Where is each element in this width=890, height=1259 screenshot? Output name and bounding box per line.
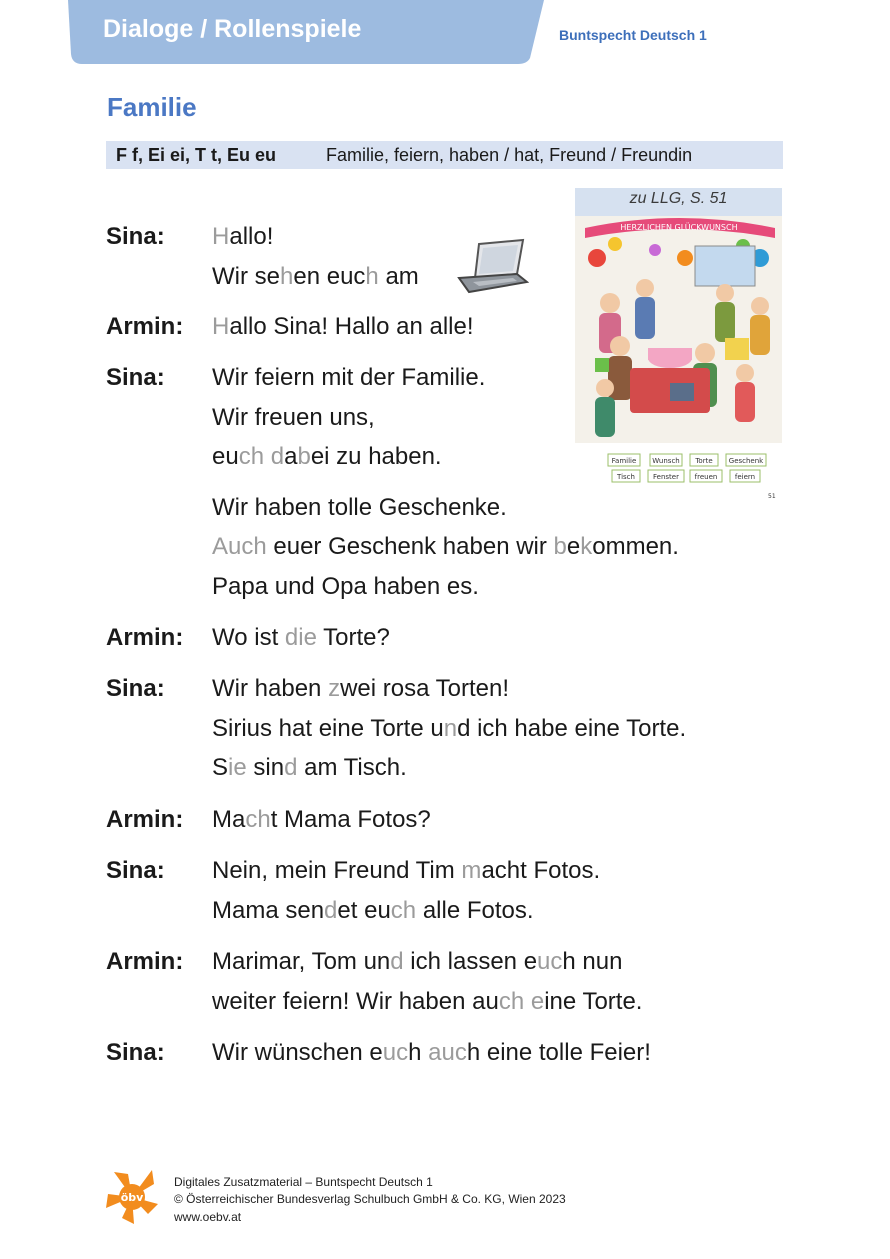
- illustration-banner-text: HERZLICHEN GLÜCKWUNSCH: [620, 223, 738, 232]
- word-card: Tisch: [617, 473, 635, 481]
- dialogue-line: Wir freuen uns,: [212, 403, 375, 431]
- illustration-caption: zu LLG, S. 51: [629, 190, 728, 207]
- dialogue-line: Wir haben tolle Geschenke.: [212, 493, 507, 521]
- speaker-label: Armin:: [106, 806, 184, 833]
- phonics-letters: F f, Ei ei, T t, Eu eu: [116, 145, 277, 165]
- dialogue-line: Sie sind am Tisch.: [212, 754, 407, 781]
- oebv-logo: [104, 1168, 160, 1226]
- word-card: Torte: [695, 457, 713, 465]
- phonics-bar: [106, 141, 783, 169]
- dialogue-line: Mama sendet euch alle Fotos.: [212, 896, 534, 924]
- footer-line-1: Digitales Zusatzmaterial – Buntspecht Deutsch 1: [174, 1175, 433, 1189]
- speaker-label: Sina:: [106, 1039, 165, 1066]
- word-card: freuen: [694, 473, 718, 481]
- dialogue-line: Wir wünschen euch auch eine tolle Feier!: [212, 1039, 651, 1066]
- book-title: Buntspecht Deutsch 1: [559, 27, 707, 43]
- page-title: Familie: [107, 92, 197, 122]
- word-card: Geschenk: [728, 457, 764, 465]
- dialogue-line: Hallo Sina! Hallo an alle!: [212, 313, 474, 340]
- dialogue-line: Wo ist die Torte?: [212, 624, 390, 651]
- speaker-label: Armin:: [106, 313, 184, 340]
- speaker-label: Armin:: [106, 624, 184, 651]
- dialogue-line: Marimar, Tom und ich lassen euch nun: [212, 948, 623, 975]
- word-card: Familie: [611, 457, 637, 465]
- dialogue-line: Hallo!: [212, 223, 274, 250]
- footer-line-3: www.oebv.at: [174, 1210, 242, 1224]
- dialogue-line: Auch euer Geschenk haben wir bekommen.: [212, 533, 679, 560]
- speaker-label: Sina:: [106, 857, 165, 884]
- laptop-icon: [457, 238, 529, 296]
- dialogue-line: Wir sehen euch am: [212, 262, 426, 290]
- footer-line-2: © Österreichischer Bundesverlag Schulbuch GmbH & Co. KG, Wien 2023: [174, 1192, 566, 1206]
- dialogue-line: Papa und Opa haben es.: [212, 572, 479, 600]
- dialogue-line: weiter feiern! Wir haben auch eine Torte.: [212, 987, 643, 1015]
- word-card: Wunsch: [652, 457, 680, 465]
- dialogue-line: Wir haben zwei rosa Torten!: [212, 675, 510, 702]
- speaker-label: Sina:: [106, 223, 165, 250]
- party-illustration: [575, 188, 782, 506]
- dialogue-line: Sirius hat eine Torte und ich habe eine Torte.: [212, 714, 687, 742]
- illustration-page-number: 51: [768, 493, 776, 500]
- dialogue-line: Wir feiern mit der Familie.: [212, 364, 486, 391]
- dialogue-line: euch dabei zu haben.: [212, 443, 442, 470]
- speaker-label: Sina:: [106, 675, 165, 702]
- dialogue-line: Macht Mama Fotos?: [212, 806, 431, 833]
- word-card: Fenster: [653, 473, 679, 481]
- speaker-label: Armin:: [106, 948, 184, 975]
- phonics-words: Familie, feiern, haben / hat, Freund / Freundin: [326, 145, 693, 165]
- speaker-label: Sina:: [106, 364, 165, 391]
- section-title: Dialoge / Rollenspiele: [103, 15, 362, 43]
- dialogue-line: Nein, mein Freund Tim macht Fotos.: [212, 857, 601, 884]
- oebv-logo-text: öbv: [120, 1191, 144, 1204]
- word-card: feiern: [734, 473, 756, 481]
